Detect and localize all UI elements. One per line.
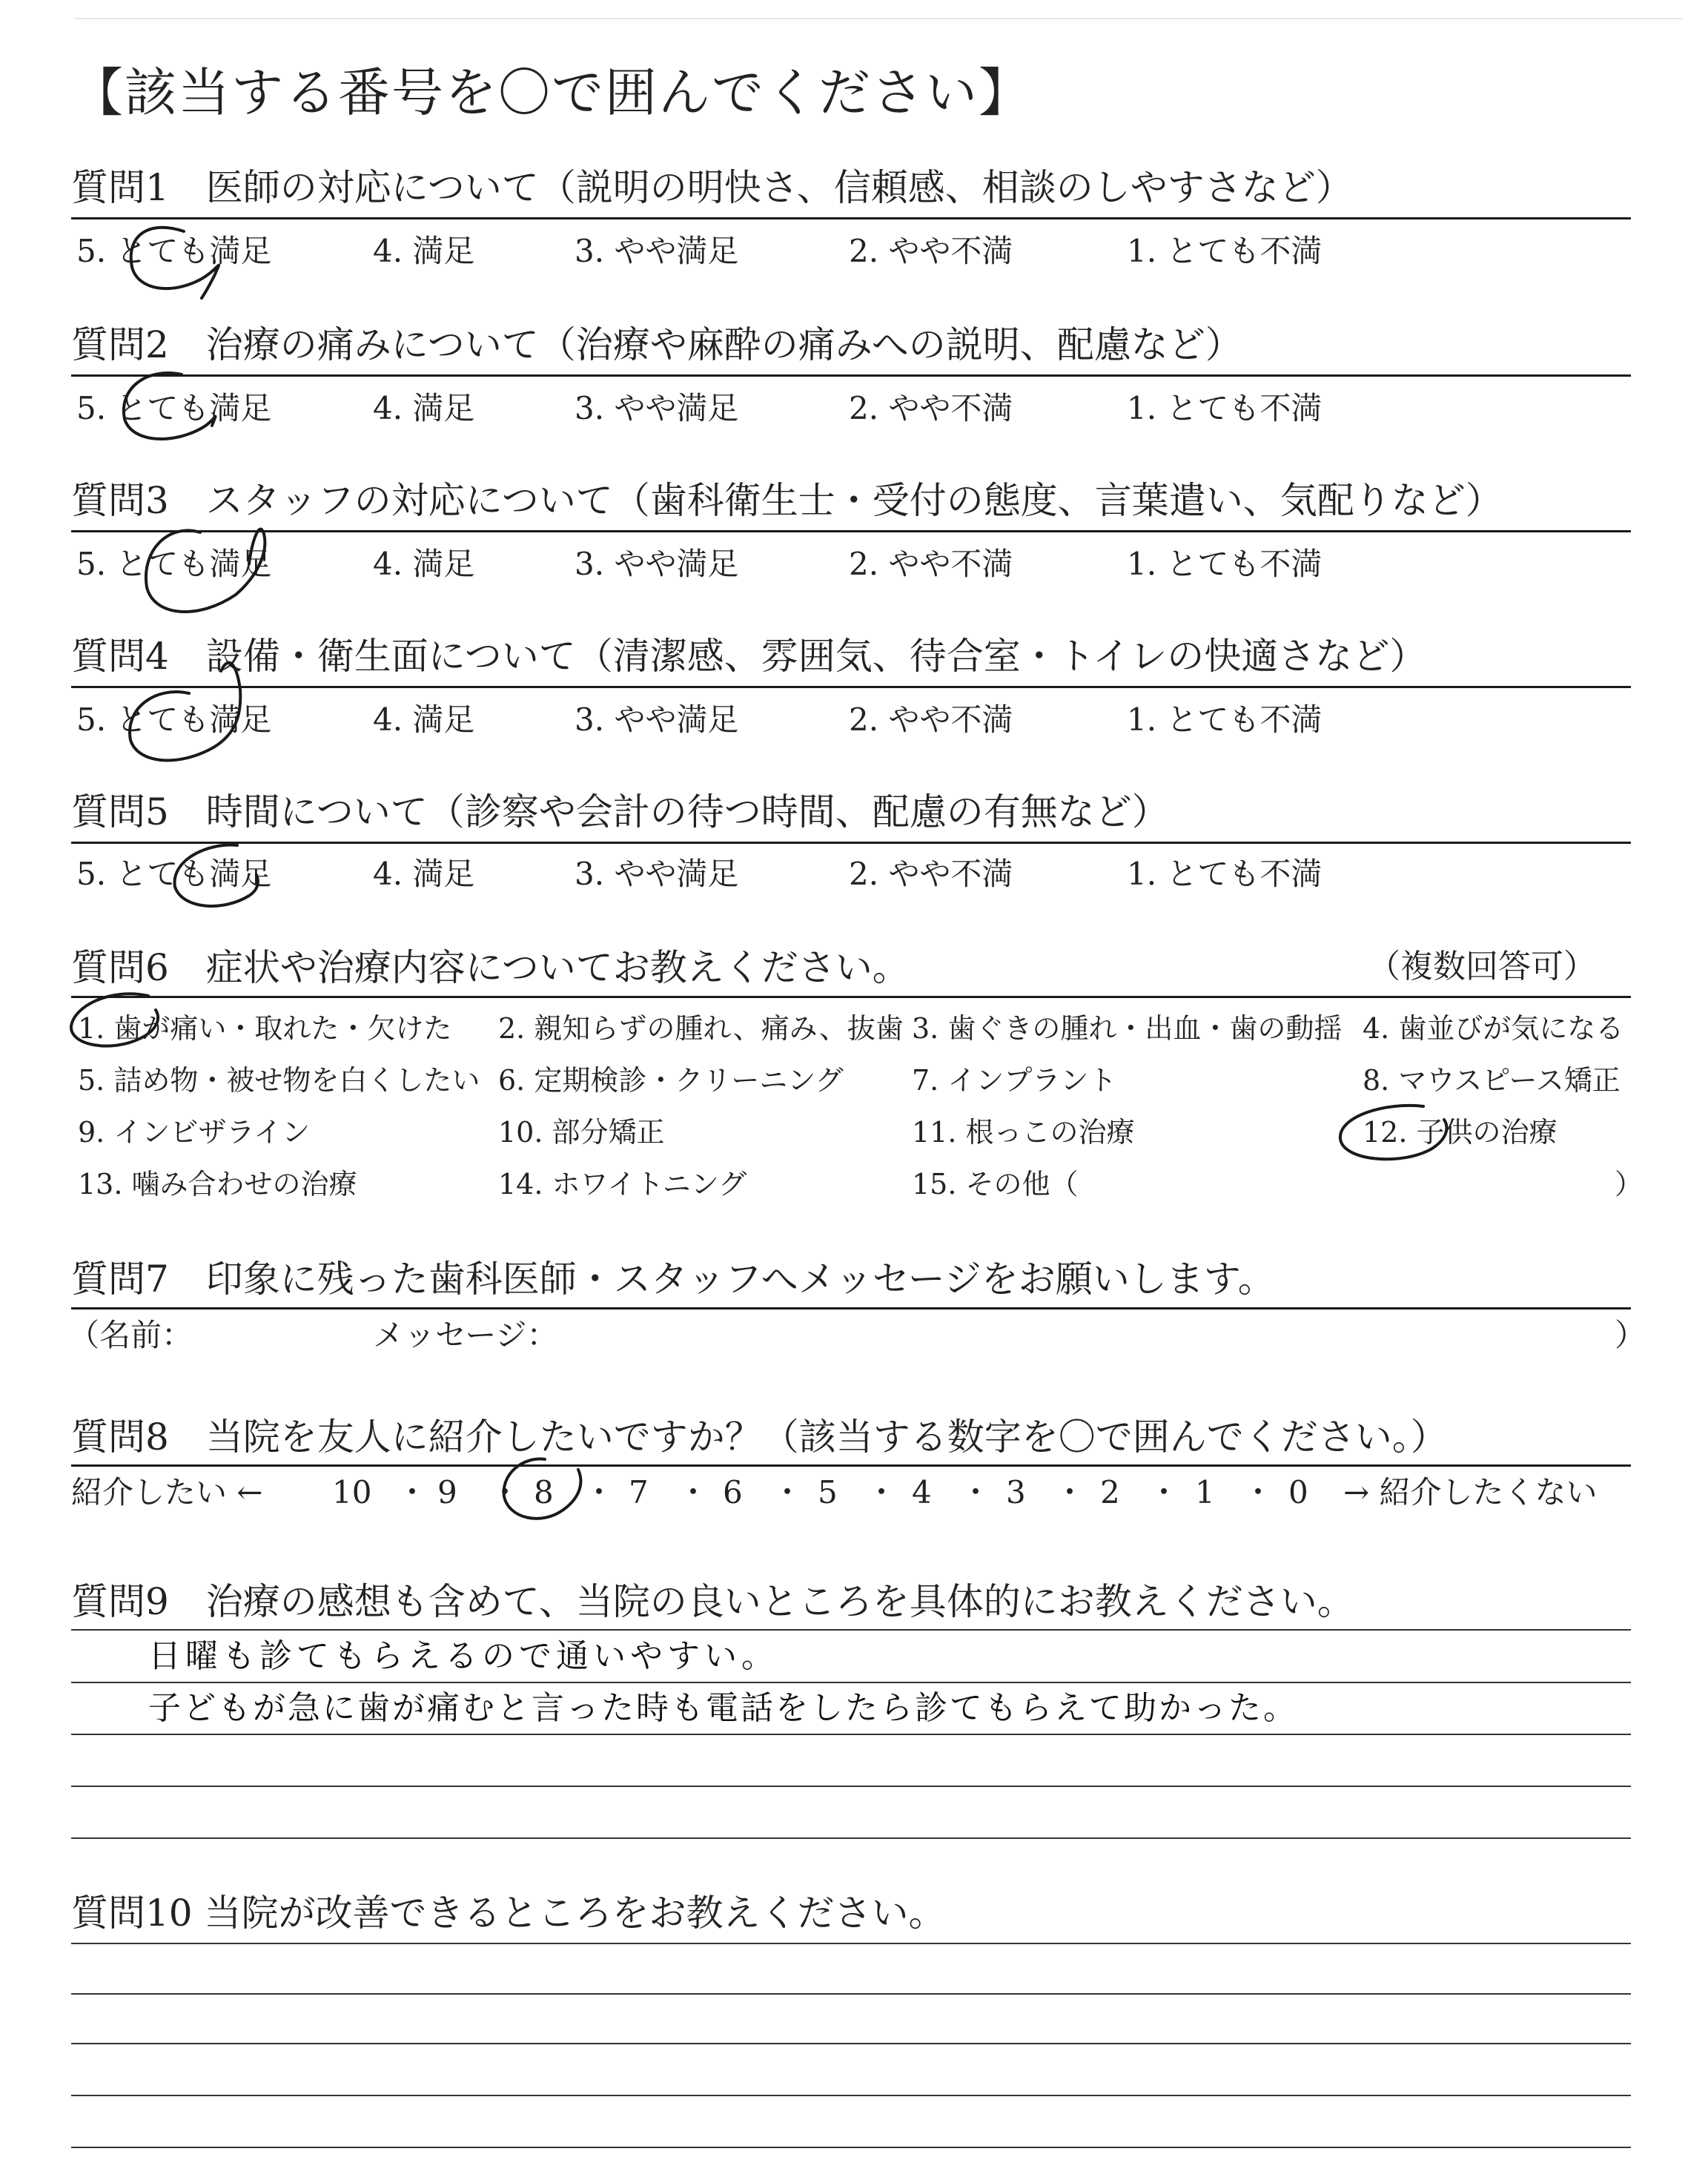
q6-rule bbox=[71, 996, 1631, 998]
q8-scale-9[interactable]: 9 bbox=[437, 1474, 457, 1510]
q8-scale-4[interactable]: 4 bbox=[912, 1474, 932, 1510]
q9-answer-text-1: 日曜も診てもらえるので通いやすい。 bbox=[148, 1637, 778, 1675]
q7-message-label: メッセージ： bbox=[373, 1317, 558, 1353]
q4-option-5[interactable]: 5. とても満足 bbox=[76, 701, 272, 738]
q8-scale-3[interactable]: 3 bbox=[1006, 1474, 1026, 1510]
top-border bbox=[74, 18, 1683, 19]
q3-option-1[interactable]: 1. とても不満 bbox=[1127, 546, 1323, 582]
q6-option-6[interactable]: 6. 定期検診・クリーニング bbox=[498, 1064, 844, 1097]
q5-rule bbox=[71, 842, 1631, 844]
q8-title: 質問8 当院を友人に紹介したいですか？（該当する数字を〇で囲んでください。） bbox=[71, 1416, 1448, 1459]
q6-option-8[interactable]: 8. マウスピース矯正 bbox=[1363, 1064, 1621, 1097]
q4-title: 質問4 設備・衛生面について（清潔感、雰囲気、待合室・トイレの快適さなど） bbox=[71, 635, 1427, 678]
q6-title: 質問6 症状や治療内容についてお教えください。 bbox=[71, 946, 910, 989]
q1-option-1[interactable]: 1. とても不満 bbox=[1127, 233, 1323, 269]
q6-option-12[interactable]: 12. 子供の治療 bbox=[1363, 1116, 1558, 1149]
q8-scale-10[interactable]: 10 bbox=[332, 1474, 372, 1510]
q10-answer-line bbox=[71, 2095, 1631, 2096]
q8-scale-6[interactable]: 6 bbox=[723, 1474, 743, 1510]
q8-dot: ・ bbox=[1148, 1474, 1180, 1510]
q8-dot: ・ bbox=[1054, 1474, 1086, 1510]
q8-dot: ・ bbox=[583, 1474, 615, 1510]
q8-rule bbox=[71, 1464, 1631, 1467]
q1-option-4[interactable]: 4. 満足 bbox=[373, 233, 475, 269]
q3-rule bbox=[71, 530, 1631, 532]
q6-option-7[interactable]: 7. インプラント bbox=[912, 1064, 1117, 1097]
q4-option-4[interactable]: 4. 満足 bbox=[373, 701, 475, 738]
q8-dot: ・ bbox=[866, 1474, 898, 1510]
q6-option-1[interactable]: 1. 歯が痛い・取れた・欠けた bbox=[78, 1012, 452, 1045]
q1-rule bbox=[71, 217, 1631, 219]
q5-option-5[interactable]: 5. とても満足 bbox=[76, 856, 272, 892]
q2-title: 質問2 治療の痛みについて（治療や麻酔の痛みへの説明、配慮など） bbox=[71, 323, 1242, 366]
q2-option-3[interactable]: 3. やや満足 bbox=[575, 390, 739, 426]
q2-option-2[interactable]: 2. やや不満 bbox=[849, 390, 1013, 426]
q6-option-13[interactable]: 13. 噛み合わせの治療 bbox=[78, 1168, 357, 1200]
q7-rule bbox=[71, 1307, 1631, 1309]
q6-option-2[interactable]: 2. 親知らずの腫れ、痛み、抜歯 bbox=[498, 1012, 904, 1045]
q6-option-15-close: ） bbox=[1615, 1168, 1644, 1200]
q8-dot: ・ bbox=[678, 1474, 709, 1510]
q1-title: 質問1 医師の対応について（説明の明快さ、信頼感、相談のしやすさなど） bbox=[71, 166, 1353, 209]
q10-answer-line bbox=[71, 1943, 1631, 1944]
q4-option-2[interactable]: 2. やや不満 bbox=[849, 701, 1013, 738]
q3-option-5[interactable]: 5. とても満足 bbox=[76, 546, 272, 582]
q8-scale-0[interactable]: 0 bbox=[1288, 1474, 1308, 1510]
q10-answer-line bbox=[71, 2043, 1631, 2044]
q3-option-4[interactable]: 4. 満足 bbox=[373, 546, 475, 582]
q9-answer-line bbox=[71, 1629, 1631, 1631]
q3-option-2[interactable]: 2. やや不満 bbox=[849, 546, 1013, 582]
q9-answer-text-2: 子どもが急に歯が痛むと言った時も電話をしたら診てもらえて助かった。 bbox=[148, 1689, 1298, 1727]
q10-answer-line bbox=[71, 1993, 1631, 1995]
q4-option-3[interactable]: 3. やや満足 bbox=[575, 701, 739, 738]
q7-title: 質問7 印象に残った歯科医師・スタッフへメッセージをお願いします。 bbox=[71, 1258, 1275, 1301]
q5-title: 質問5 時間について（診察や会計の待つ時間、配慮の有無など） bbox=[71, 790, 1169, 833]
q10-answer-line bbox=[71, 2147, 1631, 2148]
q10-title: 質問10 当院が改善できるところをお教えください。 bbox=[71, 1892, 946, 1935]
page-header: 【該当する番号を〇で囲んでください】 bbox=[71, 62, 1032, 123]
q8-dot: ・ bbox=[489, 1474, 521, 1510]
q5-option-1[interactable]: 1. とても不満 bbox=[1127, 856, 1323, 892]
q6-option-4[interactable]: 4. 歯並びが気になる bbox=[1363, 1012, 1624, 1045]
q8-dot: ・ bbox=[1242, 1474, 1274, 1510]
q9-title: 質問9 治療の感想も含めて、当院の良いところを具体的にお教えください。 bbox=[71, 1580, 1354, 1623]
q8-scale-2[interactable]: 2 bbox=[1100, 1474, 1120, 1510]
q8-left-label: 紹介したい ← bbox=[71, 1474, 263, 1510]
q1-option-2[interactable]: 2. やや不満 bbox=[849, 233, 1013, 269]
q9-answer-line bbox=[71, 1682, 1631, 1683]
q9-answer-line bbox=[71, 1786, 1631, 1787]
q6-option-3[interactable]: 3. 歯ぐきの腫れ・出血・歯の動揺 bbox=[912, 1012, 1343, 1045]
q5-option-3[interactable]: 3. やや満足 bbox=[575, 856, 739, 892]
q3-option-3[interactable]: 3. やや満足 bbox=[575, 546, 739, 582]
q3-title: 質問3 スタッフの対応について（歯科衛生士・受付の態度、言葉遣い、気配りなど） bbox=[71, 479, 1503, 522]
q8-scale-1[interactable]: 1 bbox=[1195, 1474, 1215, 1510]
q7-name-label: （名前： bbox=[68, 1317, 193, 1353]
q4-rule bbox=[71, 686, 1631, 688]
q8-scale-7[interactable]: 7 bbox=[629, 1474, 649, 1510]
q6-multi-answer-note: （複数回答可） bbox=[1368, 948, 1596, 985]
q9-answer-line bbox=[71, 1734, 1631, 1735]
q2-option-4[interactable]: 4. 満足 bbox=[373, 390, 475, 426]
q8-dot: ・ bbox=[960, 1474, 992, 1510]
q1-option-3[interactable]: 3. やや満足 bbox=[575, 233, 739, 269]
q2-option-1[interactable]: 1. とても不満 bbox=[1127, 390, 1323, 426]
q1-option-5[interactable]: 5. とても満足 bbox=[76, 233, 272, 269]
q8-scale-5[interactable]: 5 bbox=[818, 1474, 838, 1510]
q2-option-5[interactable]: 5. とても満足 bbox=[76, 390, 272, 426]
q6-option-15[interactable]: 15. その他（ bbox=[912, 1168, 1079, 1200]
q6-option-14[interactable]: 14. ホワイトニング bbox=[498, 1168, 747, 1200]
q8-right-label: → 紹介したくない bbox=[1343, 1474, 1598, 1510]
q5-option-2[interactable]: 2. やや不満 bbox=[849, 856, 1013, 892]
q8-scale-8[interactable]: 8 bbox=[534, 1474, 554, 1510]
q8-dot: ・ bbox=[397, 1474, 428, 1510]
q6-option-5[interactable]: 5. 詰め物・被せ物を白くしたい bbox=[78, 1064, 480, 1097]
q5-option-4[interactable]: 4. 満足 bbox=[373, 856, 475, 892]
q6-option-9[interactable]: 9. インビザライン bbox=[78, 1116, 311, 1149]
q6-option-11[interactable]: 11. 根っこの治療 bbox=[912, 1116, 1135, 1149]
q7-close-paren: ） bbox=[1615, 1317, 1646, 1353]
q9-answer-line bbox=[71, 1837, 1631, 1839]
q8-dot: ・ bbox=[772, 1474, 804, 1510]
q2-rule bbox=[71, 374, 1631, 377]
q6-option-10[interactable]: 10. 部分矯正 bbox=[498, 1116, 665, 1149]
q4-option-1[interactable]: 1. とても不満 bbox=[1127, 701, 1323, 738]
